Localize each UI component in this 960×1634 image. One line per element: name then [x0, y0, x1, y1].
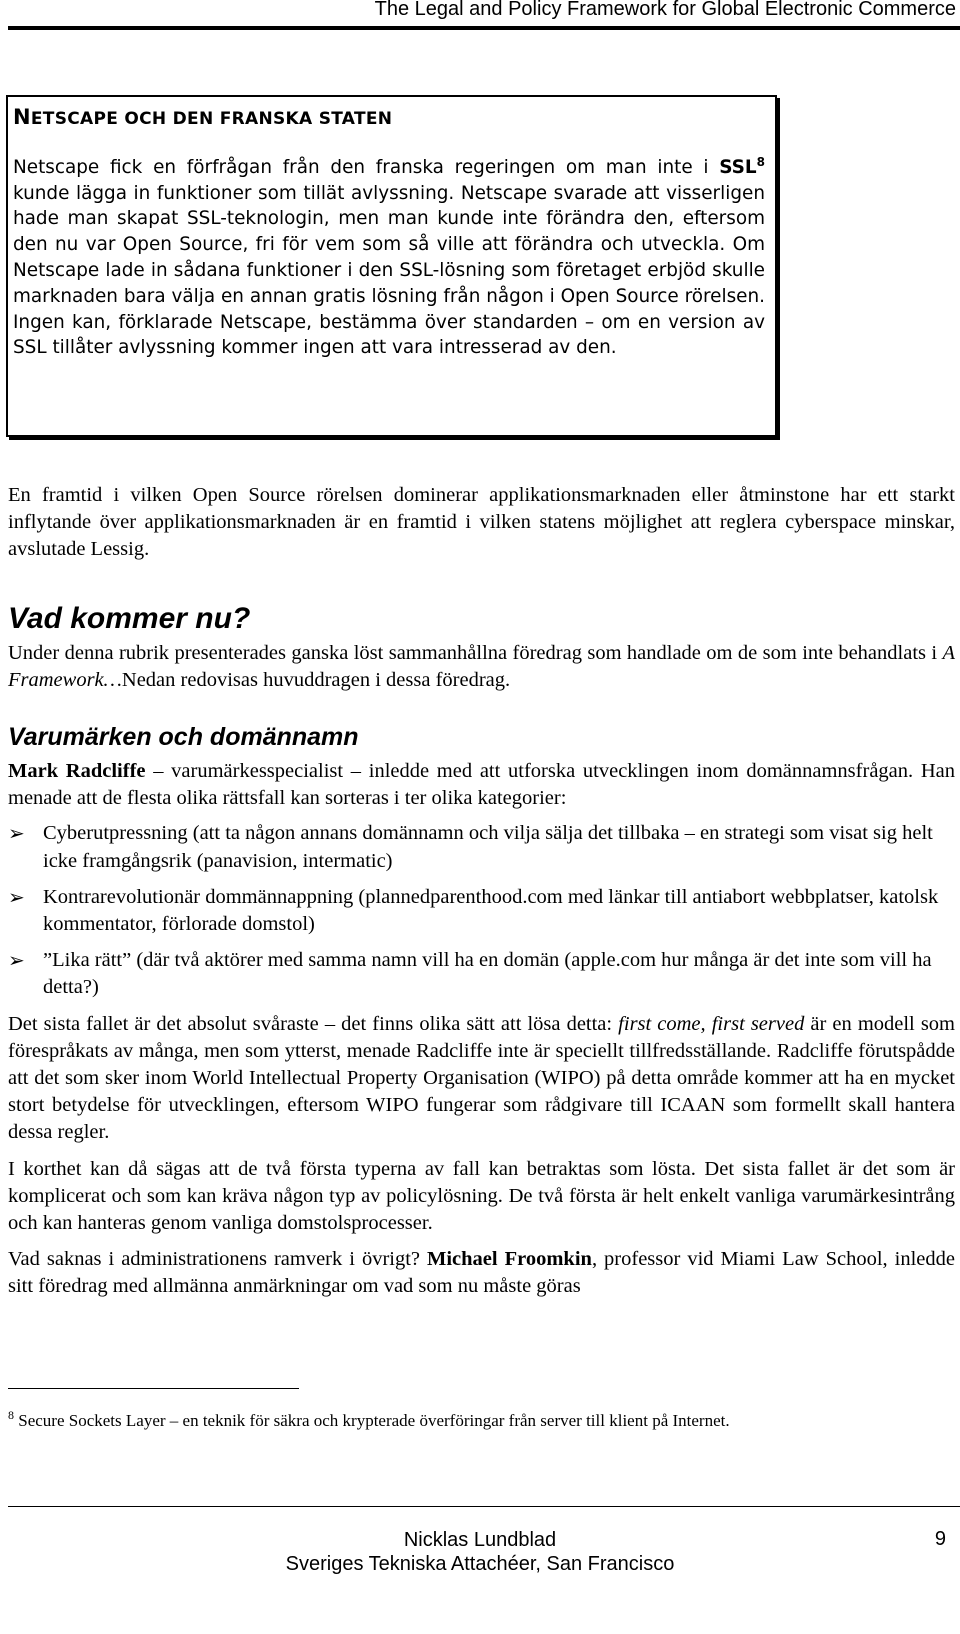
paragraph-radcliffe — [8, 758, 955, 812]
footnote-number: 8 — [8, 1408, 14, 1422]
arrow-bullet-icon: ➢ — [8, 821, 25, 846]
paragraph-froomkin-text: Vad saknas i administrationens ramverk i övrigt? — [8, 1248, 428, 1271]
box-title-initial: N — [13, 105, 31, 129]
sidebar-box-netscape — [6, 95, 777, 437]
speaker-name: Michael Froomkin — [427, 1248, 592, 1271]
list-item-text: Cyberutpressning (att ta någon annans domännamn och vilja sälja det tillbaka – en strategi som visat sig helt icke framgångsrik (panavision, intermatic) — [43, 822, 933, 872]
box-body — [13, 155, 775, 361]
box-text-part1: Netscape fick en förfrågan från den franska regeringen om man inte i — [13, 156, 720, 178]
box-ssl-term: SSL — [719, 156, 757, 178]
footnote — [8, 1408, 730, 1431]
speaker-name: Mark Radcliffe — [8, 760, 146, 783]
paragraph-radcliffe-text: – varumärkesspecialist – inledde med att utforska utvecklingen inom domännamnsfrågan. Han menade att de flesta olika rättsfall kan sorteras i ter olika kategorier: — [8, 760, 955, 810]
box-text-part2: kunde lägga in funktioner som tillät avlyssning. Netscape svarade att visserligen hade man skapat SSL-teknologin, men man kunde inte förändra den, eftersom den nu var Open Source, fri för vem som så ville att förändra och utveckla. Om Netscape lade in sådana funktioner i den SSL-lösning som företaget erbjöd skulle marknaden bara välja en annan gratis lösning från någon i Open Source rörelsen. Ingen kan, förklarade Netscape, bestämma över standarden – om en version av SSL tillåter avlyssning kommer ingen att vara intresserad av den. — [13, 182, 765, 359]
footer-rule — [8, 1506, 960, 1507]
arrow-bullet-icon: ➢ — [8, 884, 25, 909]
footnote-ref[interactable]: 8 — [756, 154, 765, 169]
main-text — [8, 482, 955, 1301]
paragraph-hardest-emphasis: first come, first served — [618, 1012, 805, 1035]
page-footer — [0, 1528, 960, 1576]
paragraph-lessig: En framtid i vilken Open Source rörelsen dominerar applikationsmarknaden eller åtminstone har ett starkt inflytande över applikationsmarknaden är en framtid i vilken statens möjlighet att reglera cyberspace minskar, avslutade Lessig. — [8, 484, 955, 561]
paragraph-hardest-rest: är en modell som förespråkats av många, men som ytterst, menade Radcliffe inte är speciellt tillfredsställande. Radcliffe förutspådde att det som sker inom World Intellectual Property Organisation (WIPO) på detta område kommer att ha en mycket stort betydelse för utvecklingen, eftersom WIPO fungerar som rådgivare till ICAAN som formellt skall hantera dessa regler. — [8, 1012, 955, 1144]
footnote-rule — [8, 1388, 299, 1389]
arrow-bullet-icon: ➢ — [8, 948, 25, 973]
list-item — [8, 947, 955, 1001]
paragraph-intro-end: Nedan redovisas huvuddragen i dessa föredrag. — [121, 668, 511, 691]
footnote-text: Secure Sockets Layer – en teknik för säkra och krypterade överföringar från server till klient på Internet. — [14, 1411, 730, 1430]
list-item-text: ”Lika rätt” (där två aktörer med samma namn vill ha en domän (apple.com hur många är det inte som vill ha detta?) — [43, 949, 932, 999]
footer-org: Sveriges Tekniska Attachéer, San Francisco — [285, 1553, 675, 1575]
paragraph-hardest-case — [8, 1011, 955, 1147]
box-title — [13, 105, 775, 133]
paragraph-intro-emphasis: A Framework… — [8, 641, 955, 691]
running-header: The Legal and Policy Framework for Global Electronic Commerce — [374, 0, 956, 20]
list-item — [8, 820, 955, 874]
paragraph-froomkin — [8, 1246, 955, 1300]
heading-vad-kommer-nu: Vad kommer nu? — [8, 601, 251, 635]
paragraph-summary: I korthet kan då sägas att de två första typerna av fall kan betraktas som lösta. Det sista fallet är det som är komplicerat och som kan kräva någon typ av policylösning. De två första är helt enkelt vanliga varumärkesintrång och kan hanteras genom vanliga domstolsprocesser. — [8, 1157, 955, 1235]
paragraph-intro-text: Under denna rubrik presenterades ganska löst sammanhållna föredrag som handlade om de som inte behandlats i — [8, 641, 943, 664]
paragraph-froomkin-rest: , professor vid Miami Law School, inledde sitt föredrag med allmänna anmärkningar om vad som nu måste göras — [8, 1248, 956, 1298]
list-item — [8, 884, 955, 938]
box-title-rest: ETSCAPE OCH DEN FRANSKA STATEN — [30, 109, 393, 129]
heading-varumarken: Varumärken och domännamn — [8, 723, 359, 752]
paragraph-hardest-text: Det sista fallet är det absolut svåraste – det finns olika sätt att lösa detta: — [8, 1012, 619, 1035]
list-item-text: Kontrarevolutionär dommännappning (plannedparenthood.com med länkar till antiabort webbplatser, katolsk kommentator, förlorade domstol) — [43, 885, 939, 936]
header-rule — [8, 26, 960, 30]
paragraph-intro — [8, 640, 955, 694]
category-list — [8, 820, 955, 1001]
footer-author: Nicklas Lundblad — [403, 1529, 557, 1551]
page-number: 9 — [934, 1528, 946, 1550]
